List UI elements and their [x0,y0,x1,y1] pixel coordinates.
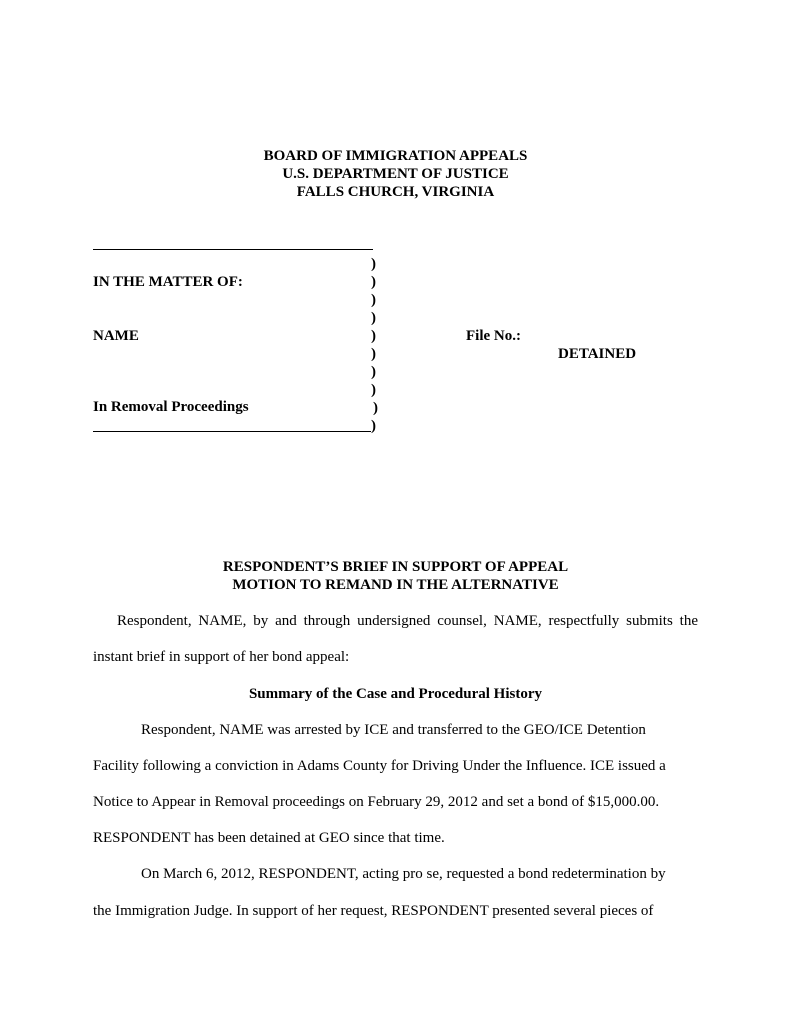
respondent-name-label: NAME [93,328,139,344]
paragraph-line: On March 6, 2012, RESPONDENT, acting pro se, requested a bond redetermination by [141,866,666,882]
caption-paren: ) [371,418,376,434]
caption-paren: ) [371,292,376,308]
caption-paren: ) [373,400,378,416]
matter-label: IN THE MATTER OF: [93,274,243,290]
caption-top-rule [93,249,373,250]
paragraph-line: Facility following a conviction in Adams County for Driving Under the Influence. ICE issued a [93,758,666,774]
caption-paren: ) [371,310,376,326]
proceedings-label: In Removal Proceedings [93,399,249,415]
brief-subtitle: MOTION TO REMAND IN THE ALTERNATIVE [232,577,559,593]
caption-bottom-rule [93,431,371,432]
intro-line: instant brief in support of her bond appeal: [93,649,350,665]
brief-title: RESPONDENT’S BRIEF IN SUPPORT OF APPEAL [222,559,569,575]
caption-paren: ) [371,274,376,290]
court-location: FALLS CHURCH, VIRGINIA [296,184,495,200]
caption-paren: ) [371,364,376,380]
paragraph-line: RESPONDENT has been detained at GEO since that time. [93,830,445,846]
caption-paren: ) [371,346,376,362]
detained-label: DETAINED [558,346,637,362]
department-name: U.S. DEPARTMENT OF JUSTICE [282,166,509,182]
section-heading: Summary of the Case and Procedural History [248,686,543,702]
paragraph-line: Notice to Appear in Removal proceedings on February 29, 2012 and set a bond of $15,000.00. [93,794,660,810]
caption-paren: ) [371,256,376,272]
court-name: BOARD OF IMMIGRATION APPEALS [263,148,528,164]
intro-line: Respondent, NAME, by and through undersigned counsel, NAME, respectfully submits the [117,613,698,629]
paragraph-line: the Immigration Judge. In support of her request, RESPONDENT presented several pieces of [93,903,654,919]
caption-paren: ) [371,382,376,398]
paragraph-line: Respondent, NAME was arrested by ICE and transferred to the GEO/ICE Detention [141,722,646,738]
caption-paren: ) [371,328,376,344]
file-number-label: File No.: [466,328,521,344]
